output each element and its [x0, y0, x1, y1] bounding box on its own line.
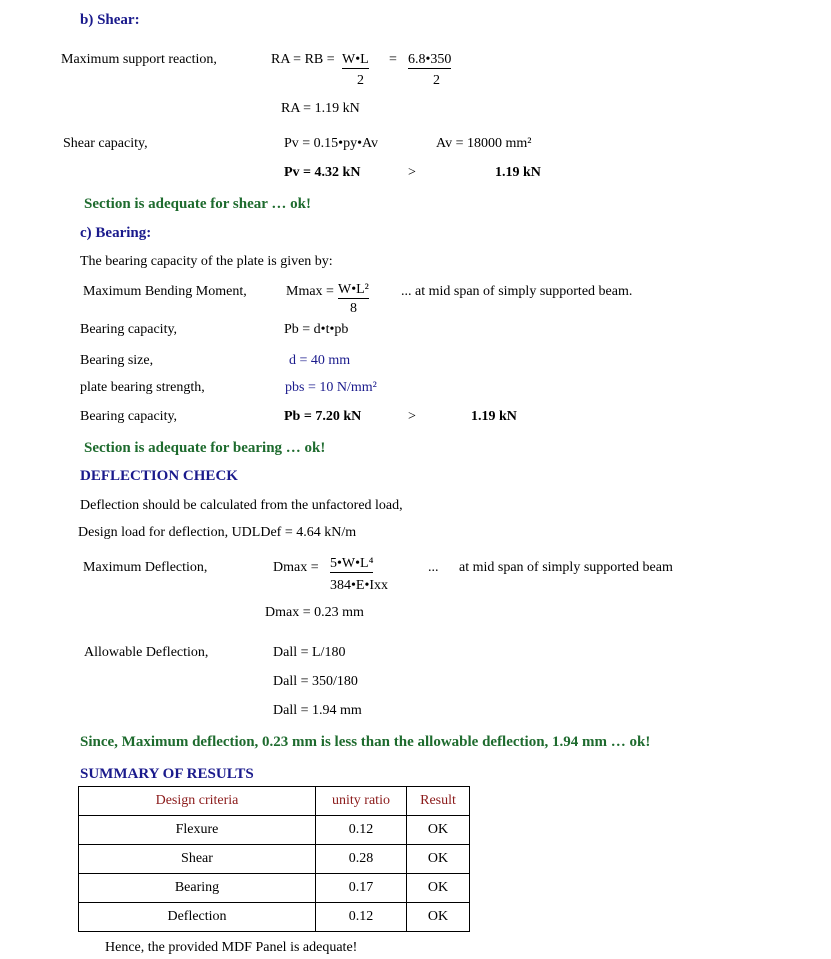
reaction-denominator-values: 2	[433, 73, 440, 88]
max-deflection-dots: ...	[428, 560, 439, 575]
table-row	[79, 874, 470, 903]
header-unity-ratio: unity ratio	[316, 787, 407, 816]
max-deflection-note: at mid span of simply supported beam	[459, 560, 673, 575]
bearing-conclusion: Section is adequate for bearing … ok!	[84, 440, 326, 456]
deflection-intro: Deflection should be calculated from the unfactored load,	[80, 498, 403, 513]
reaction-label: Maximum support reaction,	[61, 52, 217, 67]
shear-compare-sign: >	[408, 165, 416, 180]
table-row	[79, 903, 470, 932]
bearing-capacity-label-2: Bearing capacity,	[80, 409, 178, 424]
moment-lhs: Mmax =	[286, 284, 334, 299]
summary-table	[78, 786, 470, 932]
result-cell: OK	[407, 845, 470, 874]
max-deflection-result: Dmax = 0.23 mm	[265, 605, 364, 620]
allowable-deflection-2: Dall = 350/180	[273, 674, 358, 689]
max-deflection-label: Maximum Deflection,	[83, 560, 208, 575]
shear-conclusion: Section is adequate for shear … ok!	[84, 196, 311, 212]
reaction-equals: =	[389, 52, 397, 67]
allowable-deflection-3: Dall = 1.94 mm	[273, 703, 362, 718]
reaction-lhs: RA = RB =	[271, 52, 335, 67]
ratio-cell: 0.12	[316, 816, 407, 845]
reaction-result: RA = 1.19 kN	[281, 101, 360, 116]
ratio-cell: 0.12	[316, 903, 407, 932]
allowable-deflection-1: Dall = L/180	[273, 645, 346, 660]
ratio-cell: 0.17	[316, 874, 407, 903]
max-deflection-numerator: 5•W•L⁴	[330, 556, 374, 571]
bearing-compare-sign: >	[408, 409, 416, 424]
summary-heading: SUMMARY OF RESULTS	[80, 766, 254, 782]
max-deflection-lhs: Dmax =	[273, 560, 319, 575]
deflection-heading: DEFLECTION CHECK	[80, 468, 238, 484]
shear-heading: b) Shear:	[80, 12, 140, 28]
moment-numerator: W•L²	[338, 282, 369, 297]
allowable-deflection-label: Allowable Deflection,	[84, 645, 209, 660]
bearing-capacity-value: Pb = 7.20 kN	[284, 409, 362, 424]
shear-capacity-label: Shear capacity,	[63, 136, 148, 151]
shear-compare-value: 1.19 kN	[495, 165, 541, 180]
ratio-cell: 0.28	[316, 845, 407, 874]
summary-footer: Hence, the provided MDF Panel is adequate!	[105, 940, 358, 955]
summary-header-row	[79, 787, 470, 816]
bearing-size-label: Bearing size,	[80, 353, 154, 368]
shear-capacity-formula: Pv = 0.15•py•Av	[284, 136, 379, 151]
result-cell: OK	[407, 874, 470, 903]
moment-denominator: 8	[350, 301, 357, 316]
deflection-design-load: Design load for deflection, UDLDef = 4.64 kN/m	[78, 525, 357, 540]
shear-area: Av = 18000 mm²	[436, 136, 532, 151]
result-cell: OK	[407, 816, 470, 845]
bearing-strength-label: plate bearing strength,	[80, 380, 205, 395]
bearing-capacity-label: Bearing capacity,	[80, 322, 178, 337]
moment-label: Maximum Bending Moment,	[83, 284, 247, 299]
bearing-intro: The bearing capacity of the plate is given by:	[80, 254, 333, 269]
header-design-criteria: Design criteria	[79, 787, 316, 816]
criteria-cell: Bearing	[79, 874, 316, 903]
shear-capacity-value: Pv = 4.32 kN	[284, 165, 361, 180]
header-result: Result	[407, 787, 470, 816]
bearing-heading: c) Bearing:	[80, 225, 152, 241]
reaction-numerator: W•L	[342, 52, 369, 67]
reaction-denominator: 2	[357, 73, 364, 88]
max-deflection-denominator: 384•E•Ixx	[330, 578, 389, 593]
deflection-conclusion: Since, Maximum deflection, 0.23 mm is less than the allowable deflection, 1.94 mm … ok!	[80, 734, 651, 750]
criteria-cell: Shear	[79, 845, 316, 874]
bearing-compare-value: 1.19 kN	[471, 409, 517, 424]
bearing-strength-value: pbs = 10 N/mm²	[285, 380, 377, 395]
bearing-capacity-formula: Pb = d•t•pb	[284, 322, 349, 337]
reaction-numerator-values: 6.8•350	[408, 52, 452, 67]
table-row	[79, 845, 470, 874]
criteria-cell: Deflection	[79, 903, 316, 932]
result-cell: OK	[407, 903, 470, 932]
table-row	[79, 816, 470, 845]
criteria-cell: Flexure	[79, 816, 316, 845]
bearing-size-value: d = 40 mm	[289, 353, 351, 368]
moment-note: ... at mid span of simply supported beam.	[401, 284, 633, 299]
